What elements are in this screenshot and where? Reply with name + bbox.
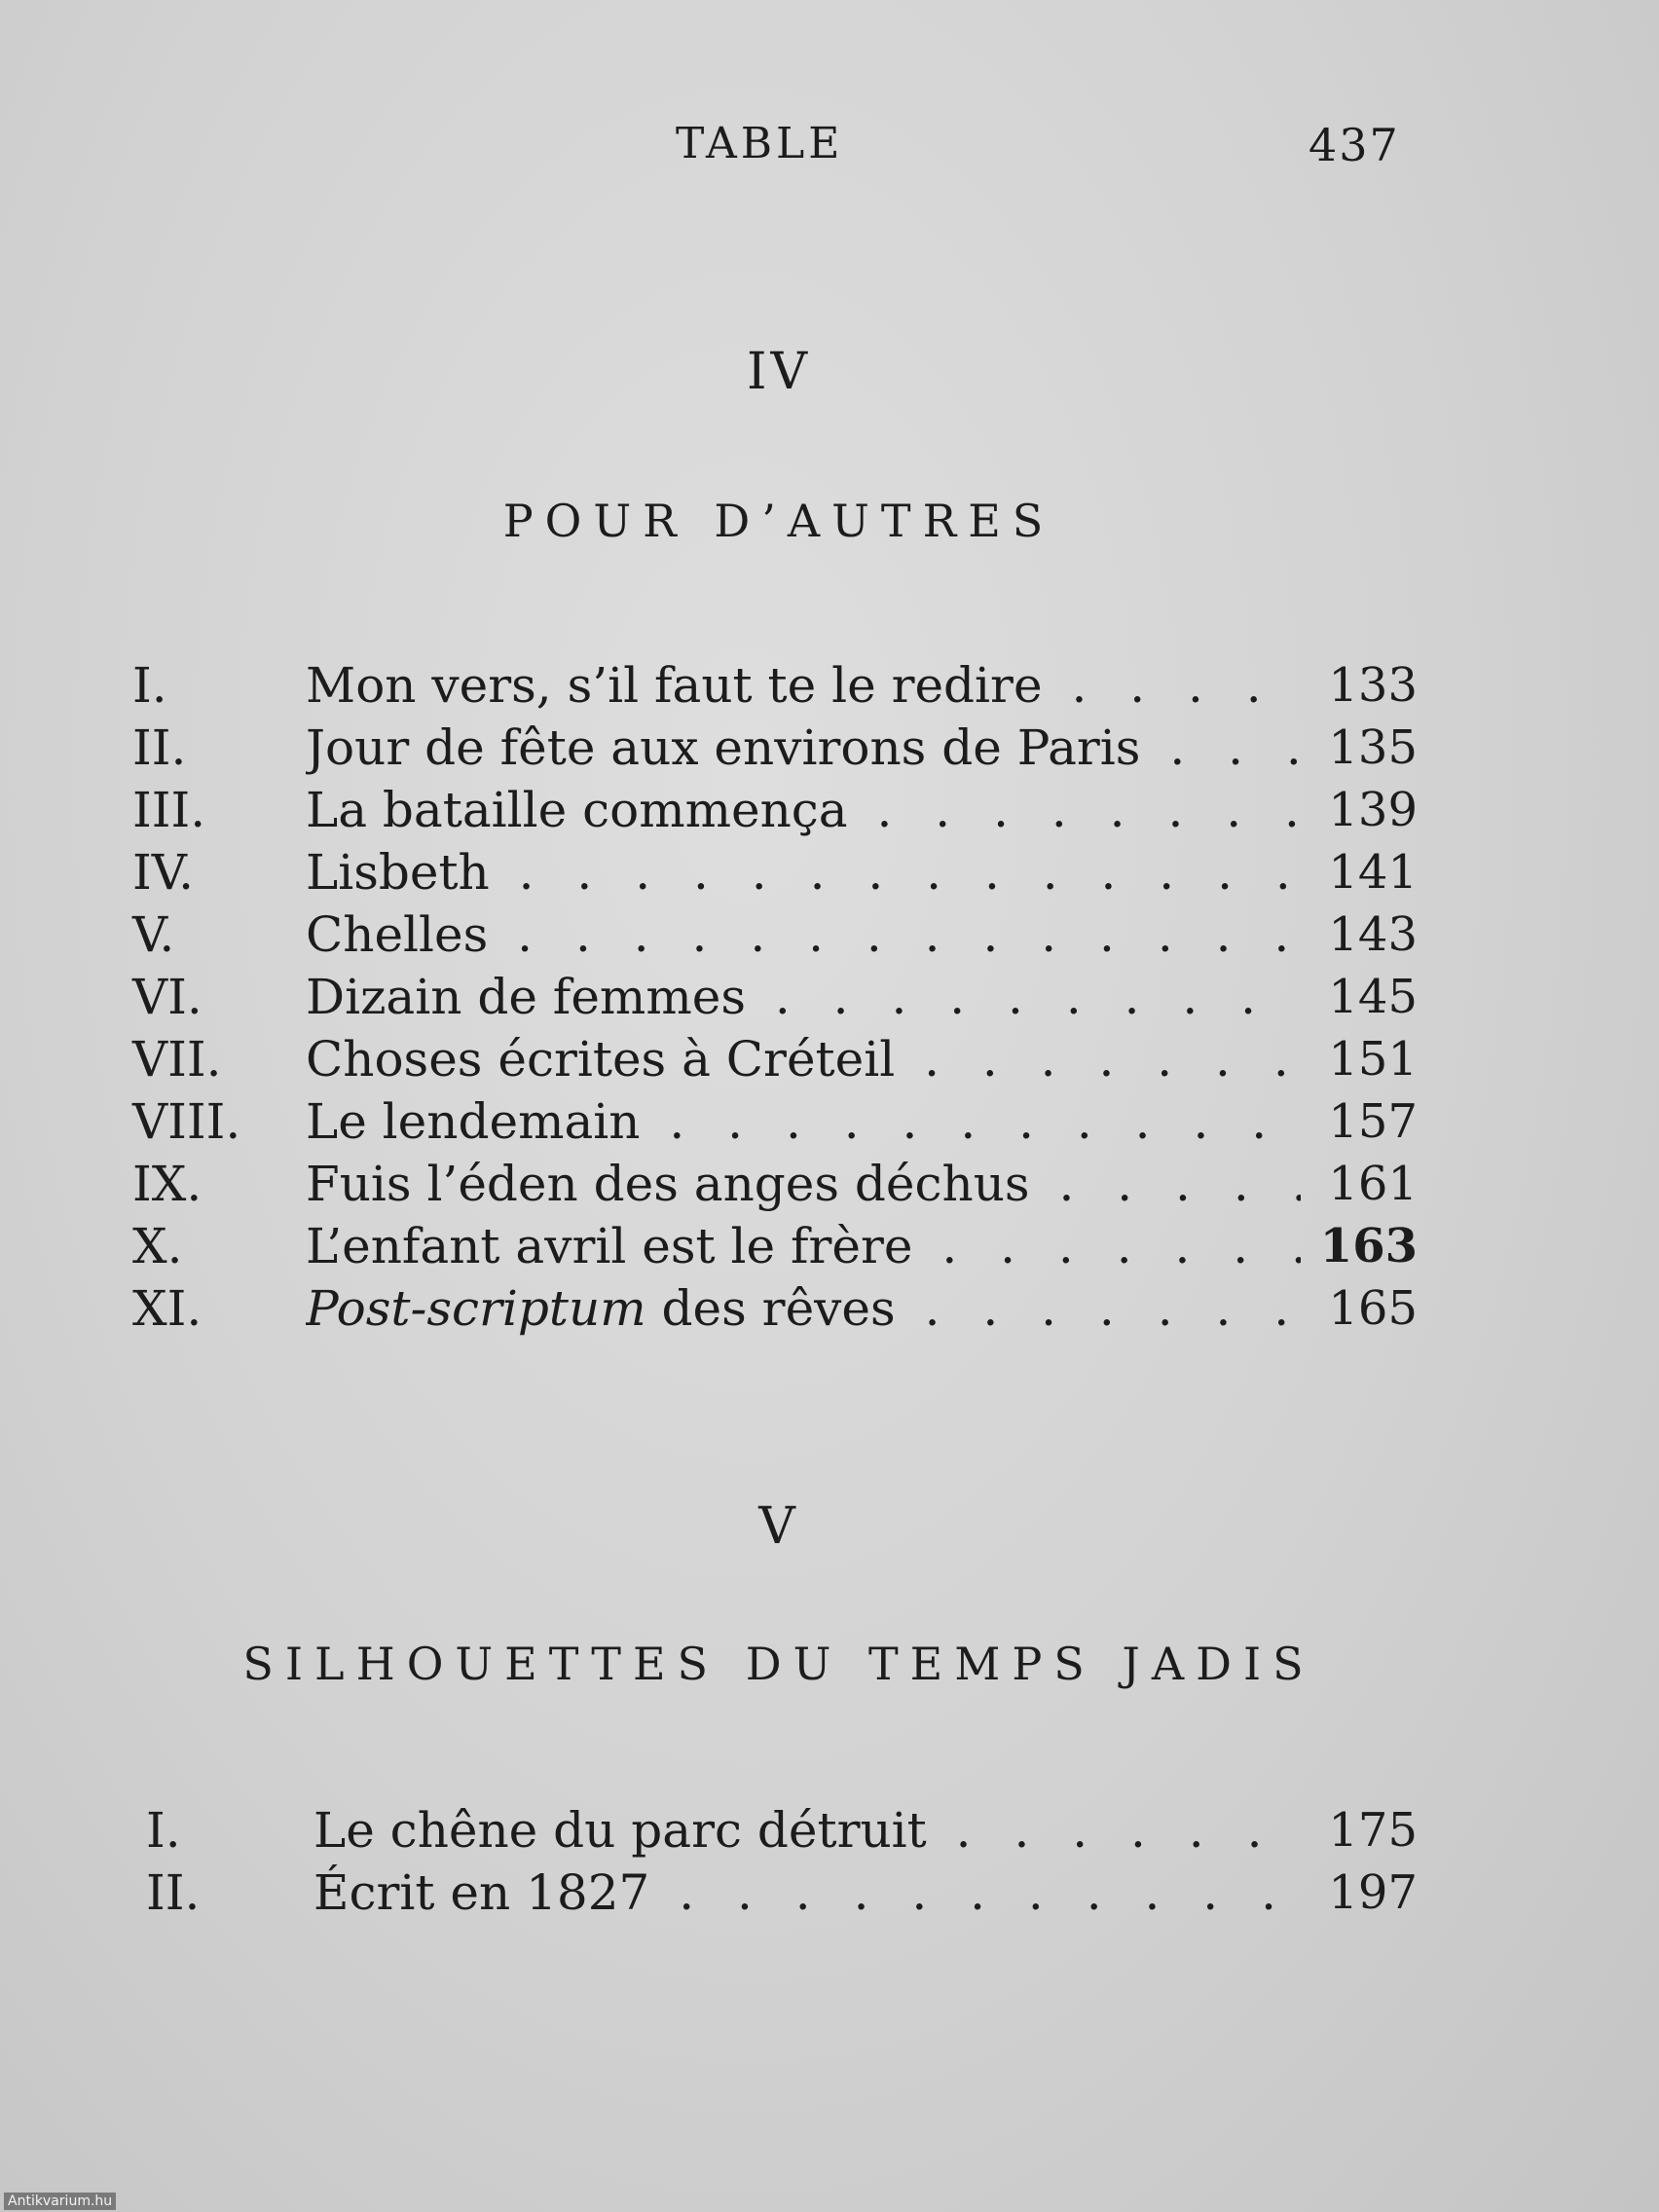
toc-entry bbox=[132, 1090, 1418, 1153]
entry-page: 143 bbox=[1328, 907, 1418, 962]
watermark: Antikvarium.hu bbox=[4, 2193, 116, 2210]
toc-entry bbox=[132, 779, 1418, 841]
entry-page: 197 bbox=[1328, 1865, 1418, 1920]
entry-title-rest: des rêves bbox=[645, 1280, 896, 1337]
entry-number: IX. bbox=[132, 1156, 203, 1212]
entry-page: 157 bbox=[1328, 1094, 1418, 1149]
entry-number: VIII. bbox=[132, 1093, 241, 1150]
entry-page: 133 bbox=[1328, 658, 1418, 713]
entry-page: 163 bbox=[1319, 1219, 1418, 1273]
entry-title: La bataille commença . . . bbox=[306, 782, 1301, 838]
toc-entry bbox=[132, 1028, 1418, 1090]
entry-title-italic: Post-scriptum bbox=[306, 1280, 646, 1337]
entry-number: IV. bbox=[132, 844, 195, 901]
entry-title: Fuis l’éden des anges déchus . . . bbox=[306, 1156, 1301, 1212]
entry-number: II. bbox=[146, 1864, 201, 1921]
entry-number: I. bbox=[132, 657, 167, 714]
toc-entry bbox=[132, 1153, 1418, 1215]
toc-entry bbox=[132, 1862, 1418, 1924]
toc-entry bbox=[132, 841, 1418, 903]
entry-page: 139 bbox=[1328, 783, 1418, 837]
entry-title bbox=[306, 1280, 1301, 1337]
entry-number: III. bbox=[132, 782, 206, 838]
toc-entry bbox=[132, 966, 1418, 1028]
entry-number: VII. bbox=[132, 1031, 222, 1088]
entry-number: V. bbox=[132, 906, 175, 963]
toc-entry bbox=[132, 654, 1418, 717]
entry-page: 151 bbox=[1328, 1032, 1418, 1087]
entry-title: Chelles . . . bbox=[306, 906, 1301, 963]
toc-entry bbox=[132, 717, 1418, 779]
entry-page: 175 bbox=[1328, 1803, 1418, 1858]
entry-number: VI. bbox=[132, 969, 203, 1025]
section-numeral-iv: IV bbox=[746, 343, 812, 401]
entry-title: L’enfant avril est le frère . . . bbox=[306, 1218, 1301, 1274]
entry-page: 141 bbox=[1328, 845, 1418, 900]
entry-title: Jour de fête aux environs de Paris . . . bbox=[306, 719, 1301, 776]
toc-entry bbox=[132, 1215, 1418, 1277]
toc-entry bbox=[132, 903, 1418, 966]
entry-title: Écrit en 1827 . . . bbox=[313, 1864, 1301, 1921]
section-numeral-v: V bbox=[758, 1497, 799, 1556]
entry-page: 135 bbox=[1328, 720, 1418, 775]
toc-entry bbox=[132, 1277, 1418, 1340]
entry-title: Lisbeth . . . bbox=[306, 844, 1301, 901]
entry-page: 145 bbox=[1328, 970, 1418, 1024]
entry-title: Dizain de femmes . . . bbox=[306, 969, 1301, 1025]
entry-title: Le chêne du parc détruit . . . bbox=[313, 1802, 1301, 1859]
toc-list-section-iv bbox=[132, 654, 1418, 1340]
entry-page: 161 bbox=[1328, 1157, 1418, 1211]
section-title-pour-dautres: POUR D’AUTRES bbox=[502, 495, 1055, 547]
entry-title: Le lendemain . . . bbox=[306, 1093, 1301, 1150]
running-title: TABLE bbox=[676, 119, 844, 168]
entry-title: Mon vers, s’il faut te le redire . . . bbox=[306, 657, 1301, 714]
entry-page: 165 bbox=[1328, 1281, 1418, 1336]
entry-number: I. bbox=[146, 1802, 181, 1859]
toc-entry bbox=[132, 1799, 1418, 1862]
section-title-silhouettes: SILHOUETTES DU TEMPS JADIS bbox=[242, 1638, 1315, 1690]
toc-list-section-v bbox=[132, 1799, 1418, 1924]
page-number: 437 bbox=[1309, 119, 1400, 171]
entry-number: XI. bbox=[132, 1280, 203, 1337]
entry-title: Choses écrites à Créteil . . . bbox=[306, 1031, 1301, 1088]
running-head bbox=[0, 119, 1659, 177]
entry-number: II. bbox=[132, 719, 187, 776]
entry-number: X. bbox=[132, 1218, 183, 1274]
